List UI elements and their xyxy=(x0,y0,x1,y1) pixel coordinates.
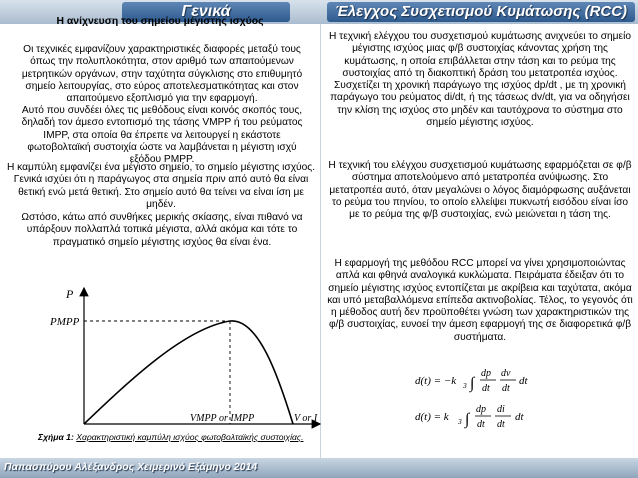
eq1-subscript: 3 xyxy=(463,381,467,390)
eq1-frac2-num: dv xyxy=(501,368,511,379)
eq2-frac1-num: dp xyxy=(476,404,486,415)
eq1-frac1-den: dt xyxy=(482,383,490,394)
section-header-right: Έλεγχος Συσχετισμού Κυμάτωσης (RCC) xyxy=(327,2,635,22)
right-paragraph-3: Η εφαρμογή της μεθόδου RCC μπορεί να γίνει χρησιμοποιώντας απλά και φθηνά αναλογικά κυκλώματα. Πειράματα έδειξαν ότι το σημείο μέγιστης ισχύος εντοπίζεται με ακρίβεια και ταχύτατα, ακόμα και υπό μεταβαλλόμενα επίπεδα ακτινοβολίας. Τέλος, το γεγονός ότι η μέθοδος αυτή δεν προϋποθέτει γνώση των χαρακτηριστικών της φ/β συστοιχίας, ευνοεί την άμεση εφαρμογή της σε διαφορετικά φ/β συστήματα. xyxy=(327,258,633,343)
eq2-frac2-num: di xyxy=(497,404,505,415)
left-section-title: Η ανίχνευση του σημείου μέγιστης ισχύος xyxy=(56,16,264,27)
x-axis-label: V or I xyxy=(294,413,318,424)
power-curve-figure xyxy=(0,280,330,435)
left-paragraph-1: Οι τεχνικές εμφανίζουν χαρακτηριστικές διαφορές μεταξύ τους όπως την πολυπλοκότητα, στον αριθμό των απαιτούμενων μετρητικών οργάνων, στην ταχύτητα σύγκλισης στο επιθυμητό σημείο λειτουργίας, στο εύρος αποτελεσματικότητας και στον απαιτούμενο εξοπλισμό για την εφαρμογή. xyxy=(21,44,303,105)
vmpp-label: VMPP or IMPP xyxy=(190,413,255,424)
footer-text: Παπασπύρου Αλέξανδρος Χειμερινό Εξάμηνο 2014 xyxy=(4,461,258,473)
eq1-dt: dt xyxy=(519,375,528,387)
eq2-dt: dt xyxy=(515,411,524,423)
y-axis-label: P xyxy=(66,287,74,301)
eq1-frac2-den: dt xyxy=(502,383,510,394)
pmpp-label: PMPP xyxy=(50,316,80,328)
left-paragraph-4: Ωστόσο, κάτω από συνθήκες μερικής σκίασης, είναι πιθανό να υπάρξουν πολλαπλά τοπικά μέγιστα, αλλά ακόμα και τότε το πραγματικό σημείο μέγιστης ισχύος θα είναι ένα. xyxy=(21,212,303,248)
equation-1 xyxy=(415,368,529,394)
eq1-lhs: d(t) = −k xyxy=(415,375,457,387)
figure-caption-label: Σχήμα 1: xyxy=(38,432,74,442)
right-paragraph-1: Η τεχνική ελέγχου του συσχετισμού κυμάτωσης ανιχνεύει το σημείο μέγιστης ισχύος μιας φ/β συστοιχίας κάνοντας χρήση της κυμάτωσης, η οποία επιβάλλεται στην τάση και το ρεύμα της συστοιχίας από τη διακοπτική δράση του μετατροπέα ισχύος. Συσχετίζει τη χρονική παράγωγο της ισχύος dp/dt , με τη χρονική παράγωγο του ρεύματος di/dt, ή της τάσεως dv/dt, για να οδηγήσει την κλίση της ισχύος στο μηδέν και ταυτόχρονα το σύστημα στο σημείο μέγιστης ισχύος. xyxy=(328,31,631,129)
right-paragraph-2: Η τεχνική του ελέγχου συσχετισμού κυμάτωσης εφαρμόζεται σε φ/β σύστημα αποτελούμενο από μετατροπέα ανύψωσης. Στο μετατροπέα αυτό, όταν μεγαλώνει ο λόγος διαμόρφωσης αυξάνεται το ρεύμα του πηνίου, το οποίο ελλείψει πυκνωτή εισόδου είναι ίσο με το ρεύμα της φ/β συστοιχίας, ενώ μειώνεται η τάση της. xyxy=(328,160,632,221)
eq1-frac1-num: dp xyxy=(481,368,491,379)
equation-2 xyxy=(415,404,525,430)
eq1-integral: ∫ xyxy=(470,375,475,392)
left-paragraph-3: Η καμπύλη εμφανίζει ένα μέγιστο σημείο, το σημείο μέγιστης ισχύος. Γενικά ισχύει ότι η παράγωγος στα σημεία πριν από αυτό θα είναι θετική ενώ μετά θετική. Στο σημείο αυτό θα τείνει να είναι ίση με μηδέν. xyxy=(6,162,316,210)
eq2-frac2-den: dt xyxy=(497,419,505,430)
eq2-lhs: d(t) = k xyxy=(415,411,449,423)
eq2-frac1-den: dt xyxy=(477,419,485,430)
figure-caption-text: Χαρακτηριστική καμπύλη ισχύος φωτοβολταϊκής συστοιχίας. xyxy=(76,432,304,442)
figure-caption xyxy=(38,432,303,442)
section-header-left: Γενικά xyxy=(122,2,290,22)
eq2-integral: ∫ xyxy=(465,411,470,428)
eq2-subscript: 3 xyxy=(458,417,462,426)
left-paragraph-2: Αυτό που συνδέει όλες τις μεθόδους είναι κοινός σκοπός τους, δηλαδή τον άμεσο εντοπισμό της τάσης VMPP ή του ρεύματος IMPP, στα οποία θα έπρεπε να λειτουργεί η εκάστοτε φωτοβολταϊκή συστοιχία ώστε να λαμβάνεται η μέγιστη ισχύ εξόδου PMPP. xyxy=(21,105,303,166)
power-curve xyxy=(84,321,293,424)
rcc-equations xyxy=(415,362,595,442)
